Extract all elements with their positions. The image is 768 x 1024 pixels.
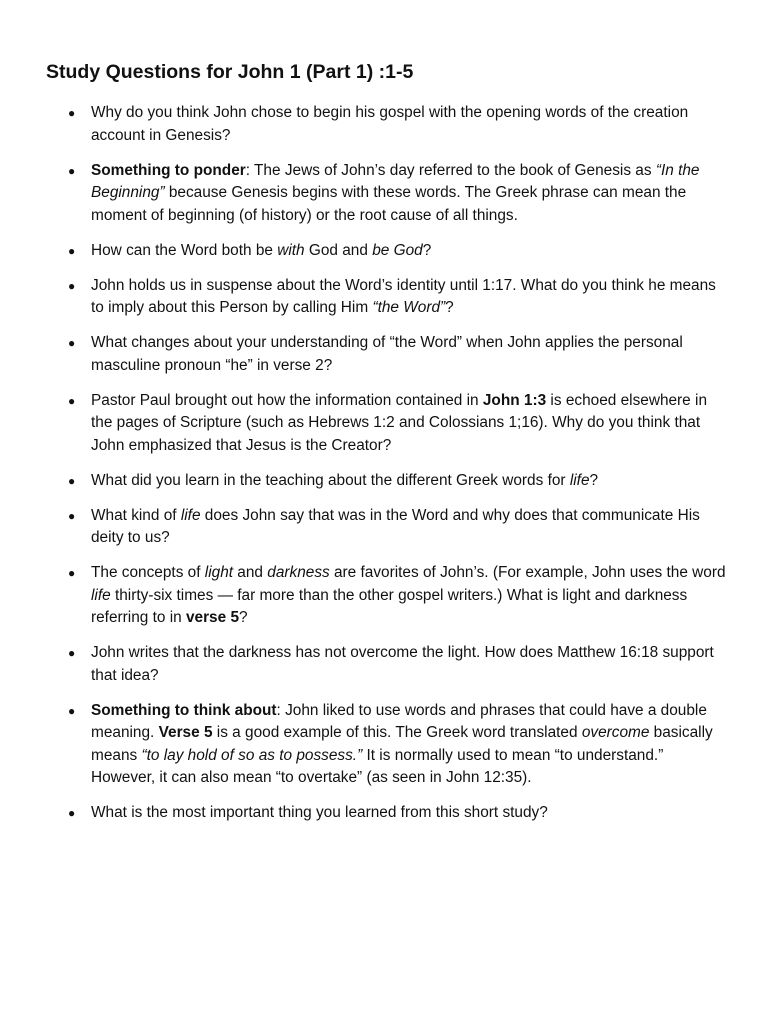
question-text: thirty-six times — far more than the other gospel writers.) What is light and darkness referring to in bbox=[91, 586, 688, 626]
emphasis-text: life bbox=[180, 506, 201, 524]
question-text: : John liked to use words and phrases that could have a double meaning. bbox=[91, 701, 707, 741]
ponder-label: Something to ponder bbox=[91, 161, 246, 179]
question-text: John writes that the darkness has not overcome the light. How does Matthew 16:18 support that idea? bbox=[91, 644, 714, 684]
scripture-reference: verse 5 bbox=[185, 609, 240, 626]
bullet-icon: ● bbox=[68, 566, 76, 580]
page-title: Study Questions for John 1 (Part 1) :1-5 bbox=[46, 61, 414, 83]
question-text: What changes about your understanding of “the Word” when John applies the personal masculine pronoun “he” in verse 2? bbox=[91, 334, 683, 374]
question-text: because Genesis begins with these words. The Greek phrase can mean the moment of beginning (of history) or the root cause of all things. bbox=[91, 184, 687, 224]
question-text: What did you learn in the teaching about the different Greek words for bbox=[91, 471, 570, 489]
question-item bbox=[46, 240, 728, 263]
question-text: : The Jews of John’s day referred to the book of Genesis as bbox=[245, 161, 656, 179]
question-item bbox=[46, 642, 728, 687]
question-text: The concepts of bbox=[91, 564, 205, 581]
scripture-reference: John 1:3 bbox=[482, 391, 547, 409]
question-text: What is the most important thing you learned from this short study? bbox=[91, 804, 548, 821]
emphasis-text: overcome bbox=[581, 724, 650, 741]
question-text: It is normally used to mean “to understand.” However, it can also mean “to overtake” (as seen in John 12:35). bbox=[91, 746, 664, 786]
question-item bbox=[46, 505, 728, 550]
question-text: is echoed elsewhere in the pages of Scripture (such as Hebrews 1:2 and Colossians 1;16). Why do you think that John emphasized that Jesus is the Creator? bbox=[91, 391, 707, 454]
bullet-icon: ● bbox=[68, 336, 76, 350]
question-item bbox=[46, 102, 728, 147]
question-list bbox=[46, 102, 728, 825]
question-text: does John say that was in the Word and why does that communicate His deity to us? bbox=[91, 506, 700, 546]
question-item bbox=[46, 160, 728, 228]
bullet-icon: ● bbox=[68, 806, 76, 820]
bullet-icon: ● bbox=[68, 243, 76, 258]
bullet-icon: ● bbox=[68, 703, 76, 718]
emphasis-text: light bbox=[204, 564, 234, 581]
question-item bbox=[46, 332, 728, 377]
bullet-icon: ● bbox=[68, 393, 76, 408]
question-text: God and bbox=[304, 241, 373, 259]
question-item bbox=[46, 802, 728, 825]
question-text: Pastor Paul brought out how the information contained in bbox=[91, 391, 483, 409]
bullet-icon: ● bbox=[68, 163, 76, 178]
question-text: basically means bbox=[91, 724, 713, 764]
emphasis-text: life bbox=[91, 586, 111, 604]
emphasis-text: be God bbox=[372, 241, 423, 259]
bullet-icon: ● bbox=[68, 473, 76, 488]
question-text: ? bbox=[445, 299, 454, 316]
question-text: is a good example of this. The Greek word translated bbox=[212, 724, 582, 741]
question-item bbox=[46, 700, 728, 790]
emphasis-text: “In the Beginning” bbox=[91, 161, 700, 201]
question-text: How can the Word both be bbox=[91, 241, 278, 259]
question-text: ? bbox=[589, 471, 599, 489]
question-item bbox=[46, 390, 728, 458]
bullet-icon: ● bbox=[68, 646, 76, 660]
emphasis-text: with bbox=[277, 241, 305, 259]
question-item bbox=[46, 470, 728, 493]
question-item bbox=[46, 562, 728, 630]
question-text: What kind of bbox=[91, 506, 181, 524]
emphasis-text: darkness bbox=[267, 564, 330, 581]
question-text: Why do you think John chose to begin his gospel with the opening words of the creation account in Genesis? bbox=[91, 104, 689, 144]
bullet-icon: ● bbox=[68, 508, 76, 523]
emphasis-text: life bbox=[569, 471, 590, 489]
emphasis-text: “to lay hold of so as to possess.” bbox=[141, 746, 363, 764]
emphasis-text: “the Word” bbox=[372, 299, 446, 316]
question-text: ? bbox=[422, 241, 432, 259]
think-about-label: Something to think about bbox=[91, 701, 277, 719]
bullet-icon: ● bbox=[68, 278, 76, 293]
bullet-icon: ● bbox=[68, 106, 76, 120]
scripture-reference: Verse 5 bbox=[158, 724, 213, 741]
question-text: and bbox=[233, 564, 268, 581]
question-item bbox=[46, 275, 728, 320]
question-text: ? bbox=[239, 609, 248, 626]
question-text: are favorites of John’s. (For example, John uses the word bbox=[329, 564, 726, 581]
question-text: John holds us in suspense about the Word’s identity until 1:17. What do you think he means to imply about this Person by calling Him bbox=[91, 276, 716, 316]
